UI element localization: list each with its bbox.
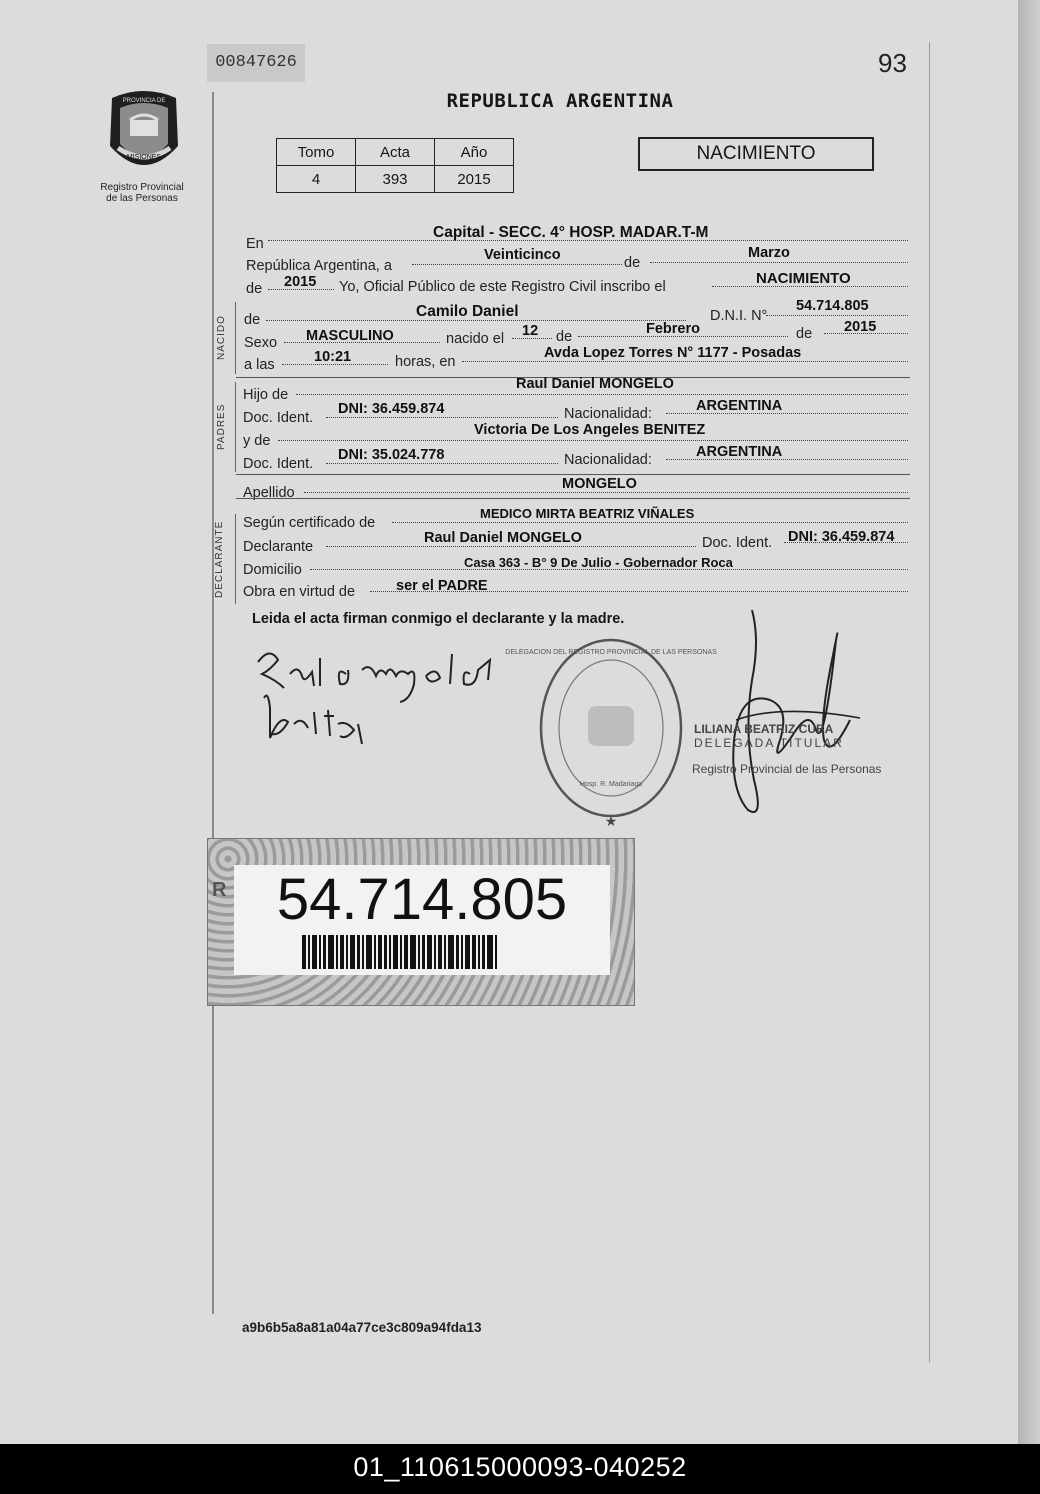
- section-bar: [235, 302, 236, 374]
- declarante-doc-value: DNI: 36.459.874: [788, 529, 895, 545]
- official-org: Registro Provincial de las Personas: [692, 762, 882, 776]
- dotted-line: [766, 315, 908, 316]
- record-type-box: NACIMIENTO: [638, 137, 874, 171]
- apellido-value: MONGELO: [562, 476, 637, 492]
- official-signature-icon: [700, 600, 880, 830]
- table-value-acta: 393: [356, 166, 435, 193]
- cert-value: MEDICO MIRTA BEATRIZ VIÑALES: [480, 506, 695, 521]
- margin-line: [212, 92, 214, 1314]
- table-header-ano: Año: [435, 139, 514, 166]
- de-label-2: de: [246, 281, 263, 297]
- mother-nat-value: ARGENTINA: [696, 444, 783, 460]
- official-name: [694, 722, 844, 750]
- svg-text:★: ★: [604, 813, 618, 829]
- father-name-value: Raul Daniel MONGELO: [516, 376, 674, 392]
- svg-text:MISIONES: MISIONES: [126, 154, 162, 161]
- svg-text:PROVINCIA DE: PROVINCIA DE: [122, 98, 166, 104]
- father-doc-label: Doc. Ident.: [243, 410, 314, 426]
- dotted-line: [650, 262, 908, 263]
- dotted-line: [392, 522, 908, 523]
- tomo-acta-ano-table: [276, 138, 514, 193]
- logo-caption-line-1: Registro Provincial: [100, 182, 184, 193]
- mother-nat-label: Nacionalidad:: [564, 452, 652, 468]
- birth-day-value: 12: [522, 323, 539, 339]
- table-header-acta: Acta: [356, 139, 435, 166]
- dotted-line: [326, 417, 558, 418]
- father-doc-value: DNI: 36.459.874: [338, 401, 445, 417]
- obra-label: Obra en virtud de: [243, 584, 356, 600]
- logo-caption-line-2: de las Personas: [106, 193, 178, 204]
- child-dni-value: 54.714.805: [796, 298, 869, 314]
- closing-statement: Leida el acta firman conmigo el declarante y la madre.: [252, 611, 625, 627]
- nacido-de-label: de: [244, 312, 261, 328]
- page-edge: [1018, 0, 1040, 1444]
- registry-logo-caption: [86, 182, 198, 204]
- declarant-signature-icon: [250, 640, 540, 750]
- declarante-name-value: Raul Daniel MONGELO: [424, 530, 582, 546]
- document-hash: a9b6b5a8a81a04a77ce3c809a94fda13: [242, 1320, 482, 1335]
- svg-text:Hosp. R. Madariaga: Hosp. R. Madariaga: [579, 781, 643, 788]
- horas-en-label: horas, en: [395, 354, 456, 370]
- section-divider: [236, 474, 910, 475]
- oficial-label: Yo, Oficial Público de este Registro Civil inscribo el: [339, 279, 666, 295]
- sticker-letter: R: [212, 879, 227, 901]
- dotted-line: [304, 492, 908, 493]
- sticker-panel: [234, 865, 610, 975]
- place-value: Capital - SECC. 4° HOSP. MADAR.T-M: [433, 224, 709, 241]
- svg-text:DELEGACION DEL REGISTRO PROVIN: DELEGACION DEL REGISTRO PROVINCIAL DE LAS PERSONAS: [505, 649, 717, 656]
- official-stamp-icon: [505, 636, 717, 832]
- nacido-el-label: nacido el: [446, 331, 505, 347]
- dotted-line: [278, 440, 908, 441]
- dotted-line: [326, 546, 696, 547]
- dotted-line: [296, 394, 908, 395]
- table-value-ano: 2015: [435, 166, 514, 193]
- domicilio-label: Domicilio: [243, 562, 302, 578]
- table-header-tomo: Tomo: [277, 139, 356, 166]
- republica-label: República Argentina, a: [246, 258, 392, 274]
- barcode-icon: [302, 935, 552, 969]
- cert-label: Según certificado de: [243, 515, 376, 531]
- declarante-section-label: DECLARANTE: [214, 520, 225, 598]
- dni-label: D.N.I. N°: [710, 308, 768, 324]
- mother-doc-label: Doc. Ident.: [243, 456, 314, 472]
- dotted-line: [412, 264, 622, 265]
- obra-value: ser el PADRE: [396, 578, 488, 594]
- father-nat-value: ARGENTINA: [696, 398, 783, 414]
- birth-year-value: 2015: [844, 319, 877, 335]
- section-bar: [235, 382, 236, 472]
- table-value-tomo: 4: [277, 166, 356, 193]
- sexo-value: MASCULINO: [306, 328, 394, 344]
- dni-sticker: [207, 838, 635, 1006]
- section-bar: [235, 514, 236, 604]
- year-value: 2015: [284, 274, 317, 290]
- y-de-label: y de: [243, 433, 271, 449]
- de-label-4: de: [796, 326, 813, 342]
- serial-number: 00847626: [207, 44, 305, 82]
- dotted-line: [462, 361, 908, 362]
- province-seal-icon: [104, 88, 184, 178]
- de-label: de: [624, 255, 641, 271]
- a-las-label: a las: [244, 357, 275, 373]
- declarante-doc-label: Doc. Ident.: [702, 535, 773, 551]
- child-name-value: Camilo Daniel: [416, 303, 519, 320]
- nacido-section-label: NACIDO: [216, 315, 227, 360]
- father-nat-label: Nacionalidad:: [564, 406, 652, 422]
- inscribo-value: NACIMIENTO: [756, 270, 851, 287]
- mother-name-value: Victoria De Los Angeles BENITEZ: [474, 422, 706, 438]
- hijo-de-label: Hijo de: [243, 387, 289, 403]
- birth-address-value: Avda Lopez Torres N° 1177 - Posadas: [544, 345, 802, 361]
- image-footer-id: 01_110615000093-040252: [0, 1444, 1040, 1494]
- apellido-label: Apellido: [243, 485, 295, 501]
- day-words-value: Veinticinco: [484, 247, 561, 263]
- de-label-3: de: [556, 329, 573, 345]
- padres-section-label: PADRES: [216, 403, 227, 450]
- month-value: Marzo: [748, 245, 790, 261]
- official-role-text: DELEGADA TITULAR: [694, 736, 844, 750]
- page-title: REPUBLICA ARGENTINA: [446, 90, 674, 112]
- birth-time-value: 10:21: [314, 349, 352, 365]
- mother-doc-value: DNI: 35.024.778: [338, 447, 445, 463]
- page-number: 93: [878, 48, 907, 78]
- declarante-label: Declarante: [243, 539, 314, 555]
- official-name-text: LILIANA BEATRIZ CUBA: [694, 722, 834, 736]
- sticker-dni-number: 54.714.805: [276, 867, 568, 932]
- birth-month-value: Febrero: [646, 321, 700, 337]
- sexo-label: Sexo: [244, 335, 278, 351]
- section-divider: [236, 498, 910, 499]
- dotted-line: [326, 463, 558, 464]
- domicilio-value: Casa 363 - B° 9 De Julio - Gobernador Roca: [464, 555, 733, 570]
- right-margin-line: [929, 42, 930, 1362]
- en-label: En: [246, 236, 264, 252]
